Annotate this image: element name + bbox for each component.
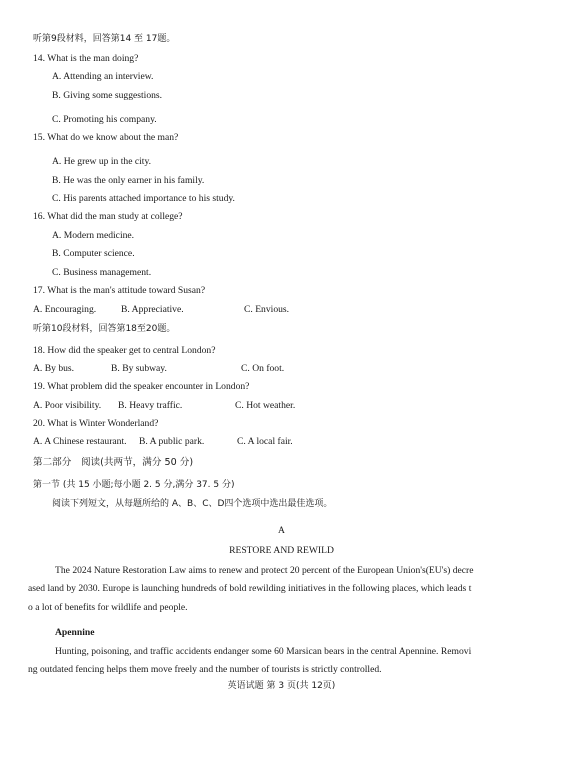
para2-line2: ng outdated fencing helps them move freely and the number of tourists is strictly controlled. (28, 664, 382, 675)
q14-option-b: B. Giving some suggestions. (52, 90, 163, 101)
page-footer: 英语试题 第 3 页(共 12页) (227, 681, 336, 691)
question-19: 19. What problem did the speaker encounter in London? (33, 381, 250, 392)
q18-option-b: B. By subway. (111, 363, 167, 374)
question-15: 15. What do we know about the man? (33, 132, 179, 143)
question-20: 20. What is Winter Wonderland? (33, 418, 159, 429)
q14-option-a: A. Attending an interview. (52, 71, 154, 82)
question-14: 14. What is the man doing? (33, 53, 139, 64)
q18-option-a: A. By bus. (33, 363, 75, 374)
q16-option-b: B. Computer science. (52, 248, 135, 259)
q16-option-c: C. Business management. (52, 267, 152, 278)
q17-option-c: C. Envious. (244, 304, 290, 315)
q18-option-c: C. On foot. (241, 363, 285, 374)
q20-option-c: C. A local fair. (237, 436, 293, 447)
apennine-heading: Apennine (55, 627, 95, 638)
para1-line3: o a lot of benefits for wildlife and people. (28, 602, 188, 613)
question-18: 18. How did the speaker get to central London? (33, 345, 216, 356)
q20-option-b: B. A public park. (139, 436, 205, 447)
listening-instruction-9: 听第9段材料，回答第14 至 17题。 (33, 34, 176, 44)
q19-option-c: C. Hot weather. (235, 400, 296, 411)
section-one-heading: 第一节 (共 15 小题;每小题 2. 5 分,满分 37. 5 分) (33, 480, 235, 490)
section-one-instruction: 阅读下列短文，从每题所给的 A、B、C、D四个选项中选出最佳选项。 (52, 499, 333, 509)
para2-line1: Hunting, poisoning, and traffic accidents endanger some 60 Marsican bears in the central Apennine. Removi (55, 646, 472, 657)
q19-option-b: B. Heavy traffic. (118, 400, 183, 411)
part-two-heading: 第二部分 阅读(共两节，满分 50 分) (33, 457, 194, 468)
q17-option-b: B. Appreciative. (121, 304, 184, 315)
q15-option-b: B. He was the only earner in his family. (52, 175, 205, 186)
para1-line2: ased land by 2030. Europe is launching hundreds of bold rewilding initiatives in the following places, which leads t (28, 583, 472, 594)
para1-line1: The 2024 Nature Restoration Law aims to renew and protect 20 percent of the European Union's(EU's) decre (55, 565, 474, 576)
question-16: 16. What did the man study at college? (33, 211, 183, 222)
passage-title: RESTORE AND REWILD (229, 545, 334, 556)
passage-letter: A (278, 525, 285, 536)
q14-option-c: C. Promoting his company. (52, 114, 157, 125)
q16-option-a: A. Modern medicine. (52, 230, 135, 241)
q15-option-a: A. He grew up in the city. (52, 156, 152, 167)
q20-option-a: A. A Chinese restaurant. (33, 436, 127, 447)
q19-option-a: A. Poor visibility. (33, 400, 102, 411)
listening-instruction-10: 听第10段材料，回答第18至20题。 (33, 324, 176, 334)
q17-option-a: A. Encouraging. (33, 304, 97, 315)
question-17: 17. What is the man's attitude toward Susan? (33, 285, 206, 296)
q15-option-c: C. His parents attached importance to his study. (52, 193, 235, 204)
